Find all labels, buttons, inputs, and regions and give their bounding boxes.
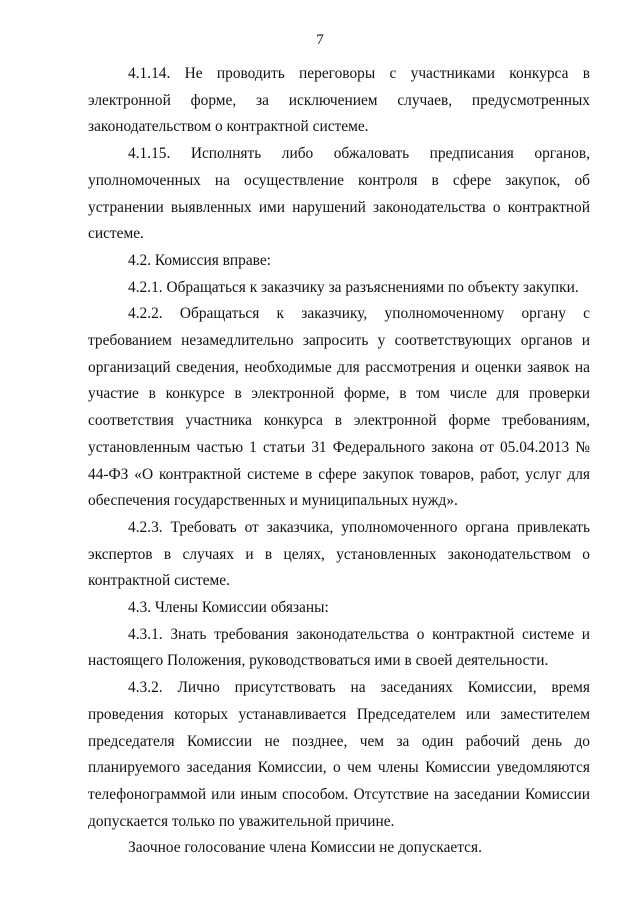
- clause-4-3-2: 4.3.2. Лично присутствовать на заседаниях Комиссии, время проведения которых устанавливается Председателем или заместителем председателя Комиссии не позднее, чем за один рабочий день до планируемого заседания Комиссии, о чем члены Комиссии уведомляются телефонограммой или иным способом. Отсутствие на заседании Комиссии допускается только по уважительной причине.: [88, 679, 590, 830]
- clause-4-2-1: 4.2.1. Обращаться к заказчику за разъяснениями по объекту закупки.: [128, 278, 579, 296]
- clause-4-2-2: 4.2.2. Обращаться к заказчику, уполномоченному органу с требованием незамедлительно запросить у соответствующих органов и организаций сведения, необходимые для рассмотрения и оценки заявок на участие в конкурсе в электронной форме, в том числе для проверки соответствия участника конкурса в электронной форме требованиям, установленным частью 1 статьи 31 Федерального закона от 05.04.2013 № 44-ФЗ «О контрактной системе в сфере закупок товаров, работ, услуг для обеспечения государственных и муниципальных нужд».: [88, 305, 590, 510]
- document-body: [88, 61, 590, 862]
- absentee-voting-note: Заочное голосование члена Комиссии не допускается.: [128, 839, 482, 857]
- clause-4-3-heading: 4.3. Члены Комиссии обязаны:: [128, 599, 329, 617]
- clause-4-1-15: 4.1.15. Исполнять либо обжаловать предписания органов, уполномоченных на осуществление контроля в сфере закупок, об устранении выявленных ими нарушений законодательства о контрактной системе.: [88, 145, 590, 243]
- clause-4-2-3: 4.2.3. Требовать от заказчика, уполномоченного органа привлекать экспертов в случаях и в целях, установленных законодательством о контрактной системе.: [88, 518, 590, 590]
- clause-4-1-14: 4.1.14. Не проводить переговоры с участниками конкурса в электронной форме, за исключением случаев, предусмотренных законодательством о контрактной системе.: [88, 65, 590, 136]
- clause-4-3-1: 4.3.1. Знать требования законодательства о контрактной системе и настоящего Положения, руководствоваться ими в своей деятельности.: [88, 625, 590, 670]
- page-number: 7: [316, 32, 324, 48]
- clause-4-2-heading: 4.2. Комиссия вправе:: [128, 251, 271, 269]
